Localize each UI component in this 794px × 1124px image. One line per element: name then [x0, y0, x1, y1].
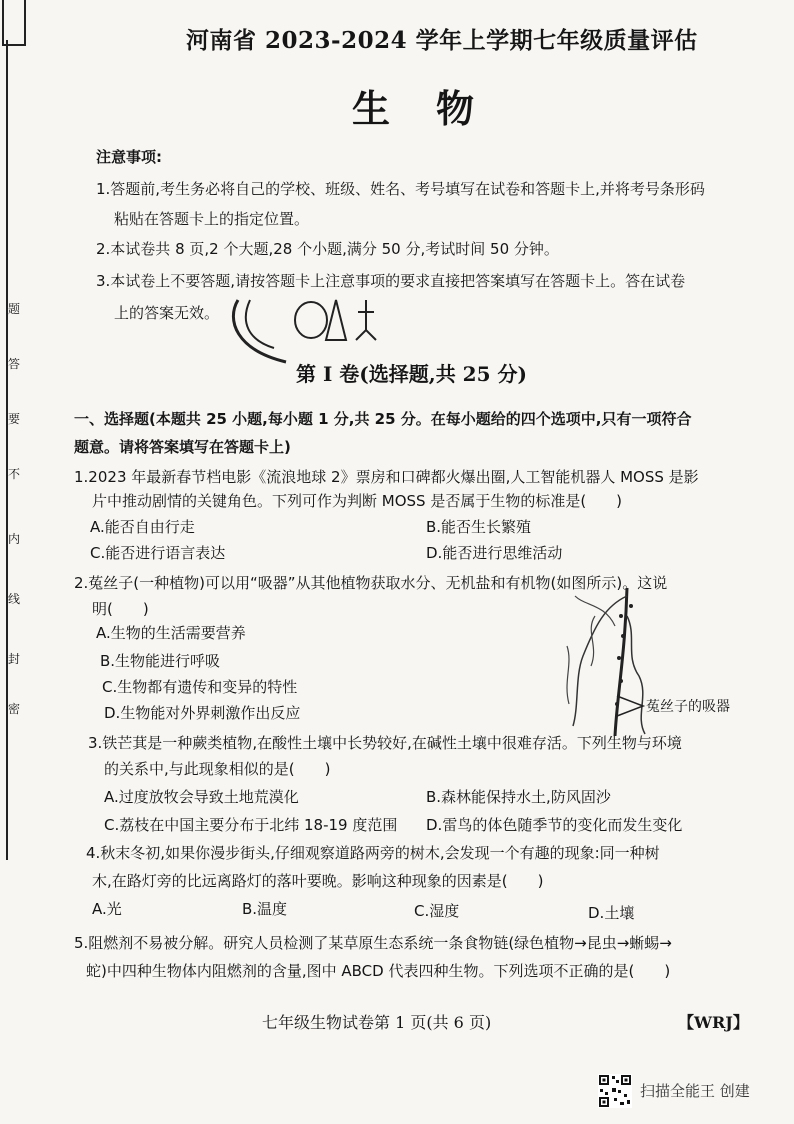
binding-line: [6, 40, 8, 860]
q1-option-d: D.能否进行思维活动: [426, 544, 563, 562]
question-4-text: 木,在路灯旁的比远离路灯的落叶要晚。影响这种现象的因素是( ): [92, 872, 544, 890]
q3-option-a: A.过度放牧会导致土地荒漠化: [104, 788, 299, 806]
question-2-text: 明( ): [92, 600, 149, 618]
qr-code-icon: [598, 1074, 632, 1108]
binding-char: 封: [8, 652, 21, 666]
q2-option-d: D.生物能对外界刺激作出反应: [104, 704, 301, 722]
notice-line: 2.本试卷共 8 页,2 个大题,28 个小题,满分 50 分,考试时间 50 分钟。: [96, 240, 559, 258]
binding-char: 线: [8, 592, 21, 606]
question-2-text: 2.菟丝子(一种植物)可以用“吸器”从其他植物获取水分、无机盐和有机物(如图所示)。这说: [74, 574, 668, 592]
binding-char: 密: [8, 702, 21, 716]
binding-char: 题: [8, 302, 21, 316]
q2-option-a: A.生物的生活需要营养: [96, 624, 246, 642]
q1-option-a: A.能否自由行走: [90, 518, 195, 536]
question-3-text: 3.铁芒萁是一种蕨类植物,在酸性土壤中长势较好,在碱性土壤中很难存活。下列生物与环境: [88, 734, 682, 752]
section-title: 第 I 卷(选择题,共 25 分): [296, 362, 527, 386]
q3-option-c: C.荔枝在中国主要分布于北纬 18-19 度范围: [104, 816, 398, 834]
exam-title: 河南省 2023-2024 学年上学期七年级质量评估: [186, 27, 698, 54]
question-1-text: 1.2023 年最新春节档电影《流浪地球 2》票房和口碑都火爆出圈,人工智能机器人 MOSS 是影: [74, 468, 699, 486]
section-intro: 一、选择题(本题共 25 小题,每小题 1 分,共 25 分。在每小题给的四个选项中,只有一项符合: [74, 410, 692, 428]
binding-char: 内: [8, 532, 21, 546]
binding-char: 答: [8, 357, 21, 371]
binding-char: 不: [8, 467, 21, 481]
figure-label: 菟丝子的吸器: [646, 699, 730, 715]
subject-title: 生物: [352, 87, 521, 131]
q4-option-c: C.湿度: [414, 902, 460, 920]
question-4-text: 4.秋末冬初,如果你漫步街头,仔细观察道路两旁的树木,会发现一个有趣的现象:同一种树: [86, 844, 660, 862]
question-5-text: 5.阻燃剂不易被分解。研究人员检测了某草原生态系统一条食物链(绿色植物→昆虫→蜥蜴→: [74, 934, 672, 952]
q4-option-d: D.土壤: [588, 904, 635, 922]
q3-option-b: B.森林能保持水土,防风固沙: [426, 788, 611, 806]
q2-option-b: B.生物能进行呼吸: [100, 652, 221, 670]
notice-line: 上的答案无效。: [114, 304, 220, 322]
scanner-watermark-text: 扫描全能王 创建: [640, 1082, 750, 1100]
q3-option-d: D.雷鸟的体色随季节的变化而发生变化: [426, 816, 683, 834]
q1-option-c: C.能否进行语言表达: [90, 544, 226, 562]
section-intro: 题意。请将答案填写在答题卡上): [74, 438, 291, 456]
q4-option-a: A.光: [92, 900, 122, 918]
question-1-text: 片中推动剧情的关键角色。下列可作为判断 MOSS 是否属于生物的标准是( ): [92, 492, 623, 510]
q2-option-c: C.生物都有遗传和变异的特性: [102, 678, 298, 696]
notice-line: 粘贴在答题卡上的指定位置。: [114, 210, 310, 228]
notice-line: 1.答题前,考生务必将自己的学校、班级、姓名、考号填写在试卷和答题卡上,并将考号条形码: [96, 180, 705, 198]
notice-title: 注意事项:: [96, 148, 162, 166]
question-3-text: 的关系中,与此现象相似的是( ): [104, 760, 331, 778]
notice-line: 3.本试卷上不要答题,请按答题卡上注意事项的要求直接把答案填写在答题卡上。答在试卷: [96, 272, 686, 290]
paper-code: 【WRJ】: [678, 1013, 749, 1032]
q4-option-b: B.温度: [242, 900, 288, 918]
binding-char: 要: [8, 412, 21, 426]
question-5-text: 蛇)中四种生物体内阻燃剂的含量,图中 ABCD 代表四种生物。下列选项不正确的是( ): [86, 962, 671, 980]
q1-option-b: B.能否生长繁殖: [426, 518, 532, 536]
page-footer: 七年级生物试卷第 1 页(共 6 页): [262, 1013, 492, 1032]
